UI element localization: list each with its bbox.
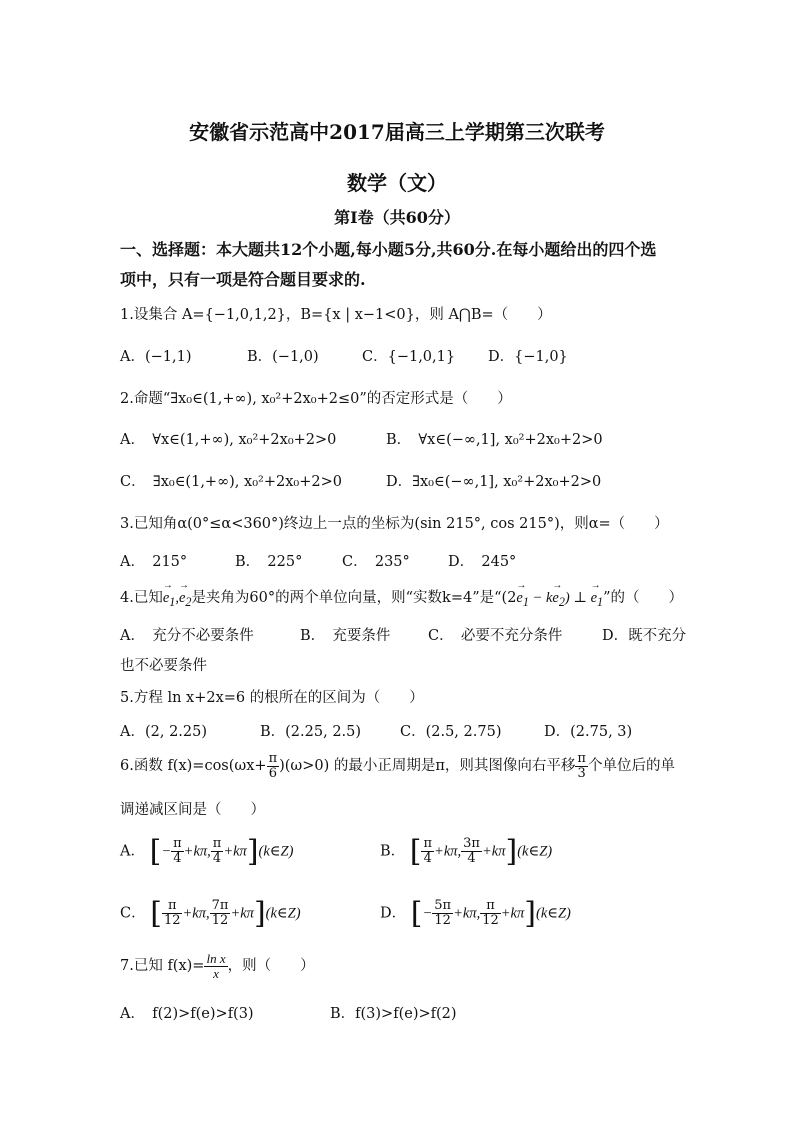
q6-stem-post: 个单位后的单 [587,758,675,775]
q4-option-d: D．既不充分 [602,628,687,644]
q5-option-c: C．(2.5, 2.75) [400,724,502,740]
volume-heading: 第Ⅰ卷（共60分） [334,208,460,227]
q3-option-b: B． 225° [235,554,303,570]
q2-option-b: B． ∀x∈(−∞,1], x₀²+2x₀+2>0 [386,432,603,448]
q1-stem: 1.设集合 A={−1,0,1,2}，B={x | x−1<0}，则 A⋂B=（ ） [120,307,552,323]
q6-fraction-pi-3: $\frac{\pi}{3}$ [577,751,586,781]
q7-option-a: A． f(2)>f(e)>f(3) [120,1006,254,1022]
q6-option-c: C． [ $\frac{\pi}{12}$ +kπ, $\frac{7\pi}{12}$ +kπ](k∈Z) [120,896,301,931]
q4-stem-pre: 4.已知 [120,590,163,606]
q3-option-c: C． 235° [342,554,410,570]
q7-stem [120,952,315,980]
q7-fraction-lnx-x: $\frac{\text{ln x}}{x}$ [206,951,226,981]
q6-option-d: D． [− $\frac{5\pi}{12}$ +kπ, $\frac{\pi}{12}$ +kπ](k∈Z) [380,896,571,931]
q4-stem-post: ”的（ ） [603,590,683,606]
q2-option-c: C． ∃x₀∈(1,+∞), x₀²+2x₀+2>0 [120,474,342,490]
q7-stem-pre: 7.已知 f(x)= [120,958,205,975]
q4-vector-expr: → $e_1 - k\to e_2$) ⊥ → $e_1$ [516,590,603,606]
q5-stem: 5.方程 ln x+2x=6 的根所在的区间为（ ） [120,690,424,706]
q6-stem-line2: 调递减区间是（ ） [120,802,265,818]
q5-option-a: A．(2, 2.25) [120,724,208,740]
q1-option-a: A．(−1,1) [120,349,192,365]
q4-option-b: B． 充要条件 [300,628,391,644]
q5-option-b: B．(2.25, 2.5) [260,724,362,740]
q2-stem: 2.命题“∃x₀∈(1,+∞), x₀²+2x₀+2≤0”的否定形式是（ ） [120,391,512,407]
q4-stem-mid: 是夹角为60°的两个单位向量，则“实数k=4”是“(2 [191,590,517,606]
q6-stem [120,752,675,780]
q6-fraction-pi-6: $\frac{\pi}{6}$ [268,751,278,781]
q7-option-b: B．f(3)>f(e)>f(2) [330,1006,457,1022]
exam-title: 安徽省示范高中2017届高三上学期第三次联考 [189,120,605,144]
q1-option-b: B．(−1,0) [247,349,319,365]
q6-stem-pre: 6.函数 f(x)=cos(ωx+ [120,758,267,775]
q4-vectors: → $e_1,\to e_2$ [163,590,192,606]
q1-option-d: D．{−1,0} [488,349,568,365]
exam-subtitle: 数学（文） [347,171,447,195]
q4-stem [120,586,683,610]
q3-option-d: D． 245° [448,554,517,570]
q3-stem: 3.已知角α(0°≤α<360°)终边上一点的坐标为(sin 215°, cos 215°)，则α=（ ） [120,516,669,532]
q3-option-a: A． 215° [120,554,188,570]
q2-option-a: A． ∀x∈(1,+∞), x₀²+2x₀+2>0 [120,432,337,448]
section-instructions-line2: 项中，只有一项是符合题目要求的. [120,270,366,289]
section-instructions-line1: 一、选择题：本大题共12个小题,每小题5分,共60分.在每小题给出的四个选 [120,240,657,259]
q2-option-d: D．∃x₀∈(−∞,1], x₀²+2x₀+2>0 [386,474,602,490]
q4-option-d-continued: 也不必要条件 [120,658,207,674]
q6-stem-mid: )(ω>0) 的最小正周期是π，则其图像向右平移 [279,758,576,775]
q6-option-b: B． [ $\frac{\pi}{4}$ +kπ, $\frac{3\pi}{4}$ +kπ](k∈Z) [380,834,553,869]
q6-option-a: A． [− $\frac{\pi}{4}$ +kπ, $\frac{\pi}{4}$ +kπ](k∈Z) [120,834,294,869]
q5-option-d: D．(2.75, 3) [544,724,633,740]
q4-option-c: C． 必要不充分条件 [428,628,563,644]
q7-stem-post: ，则（ ） [227,958,315,975]
q1-option-c: C．{−1,0,1} [362,349,456,365]
q4-option-a: A． 充分不必要条件 [120,628,254,644]
